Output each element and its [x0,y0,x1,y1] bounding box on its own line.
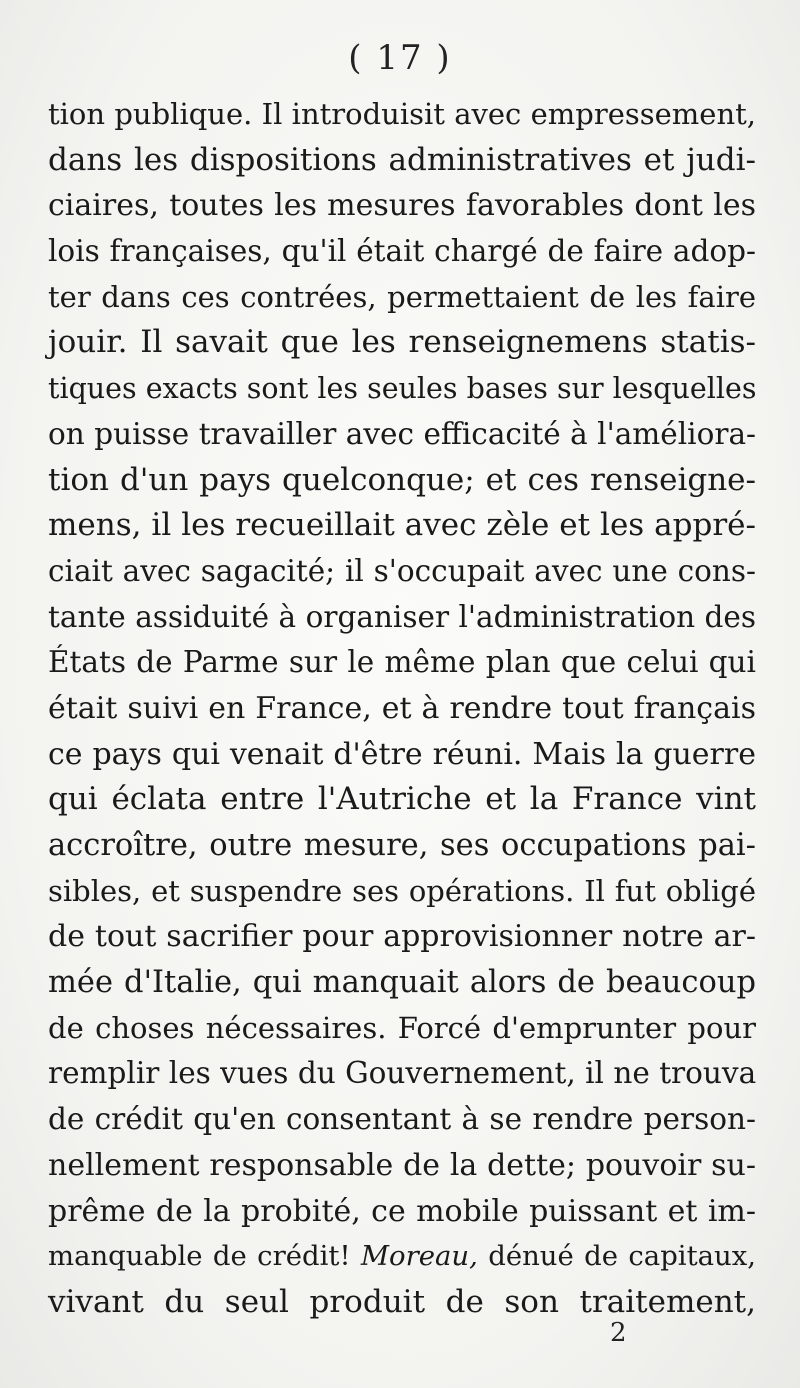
text-line: jouir. Il savait que les renseignemens statis- [48,324,756,361]
text-line: tion d'un pays quelconque; et ces renseigne- [48,461,756,498]
text-line: vivant du seul produit de son traitement, [48,1283,756,1320]
text-line: sibles, et suspendre ses opérations. Il fut obligé [48,873,756,908]
text-line: ciait avec sagacité; il s'occupait avec une cons- [48,553,756,588]
text-line-mixed [48,1234,756,1280]
text-line: prême de la probité, ce mobile puissant et im- [48,1193,756,1229]
text-line: de crédit qu'en consentant à se rendre person- [48,1102,756,1137]
page-header: ( 17 ) [348,38,452,78]
text-line: États de Parme sur le même plan que celui qui [48,645,756,680]
text-line: accroître, outre mesure, ses occupations pai- [48,828,756,863]
text-line: dans les dispositions administratives et judi- [48,141,756,178]
text-segment: manquable de crédit! [48,1240,351,1273]
text-line: lois françaises, qu'il était chargé de faire adop- [48,234,756,269]
text-line: qui éclata entre l'Autriche et la France vint [48,781,756,818]
text-line: ce pays qui venait d'être réuni. Mais la guerre [48,736,756,772]
text-line: mée d'Italie, qui manquait alors de beaucoup [48,965,756,1001]
text-line: ciaires, toutes les mesures favorables dont les [48,188,756,224]
signature-mark: 2 [610,1318,627,1348]
text-line: on puisse travailler avec efficacité à l'améliora- [48,416,756,451]
text-line: tante assiduité à organiser l'administration des [48,599,756,634]
text-line: de tout sacrifier pour approvisionner notre ar- [48,919,756,955]
text-line: remplir les vues du Gouvernement, il ne trouva [48,1056,757,1091]
text-line: ter dans ces contrées, permettaient de les faire [48,279,756,314]
text-line: de choses nécessaires. Forcé d'emprunter pour [48,1010,756,1045]
text-line: était suivi en France, et à rendre tout français [48,690,756,726]
text-line: mens, il les recueillait avec zèle et les appré- [48,507,756,544]
text-line: tiques exacts sont les seules bases sur lesquelles [48,372,757,406]
body-text [48,92,756,1326]
text-segment: dénué de capitaux, [477,1240,757,1273]
text-line: tion publique. Il introduisit avec empressement, [48,97,756,131]
text-line: nellement responsable de la dette; pouvoir su- [48,1147,756,1183]
italic-name: Moreau, [360,1240,478,1273]
